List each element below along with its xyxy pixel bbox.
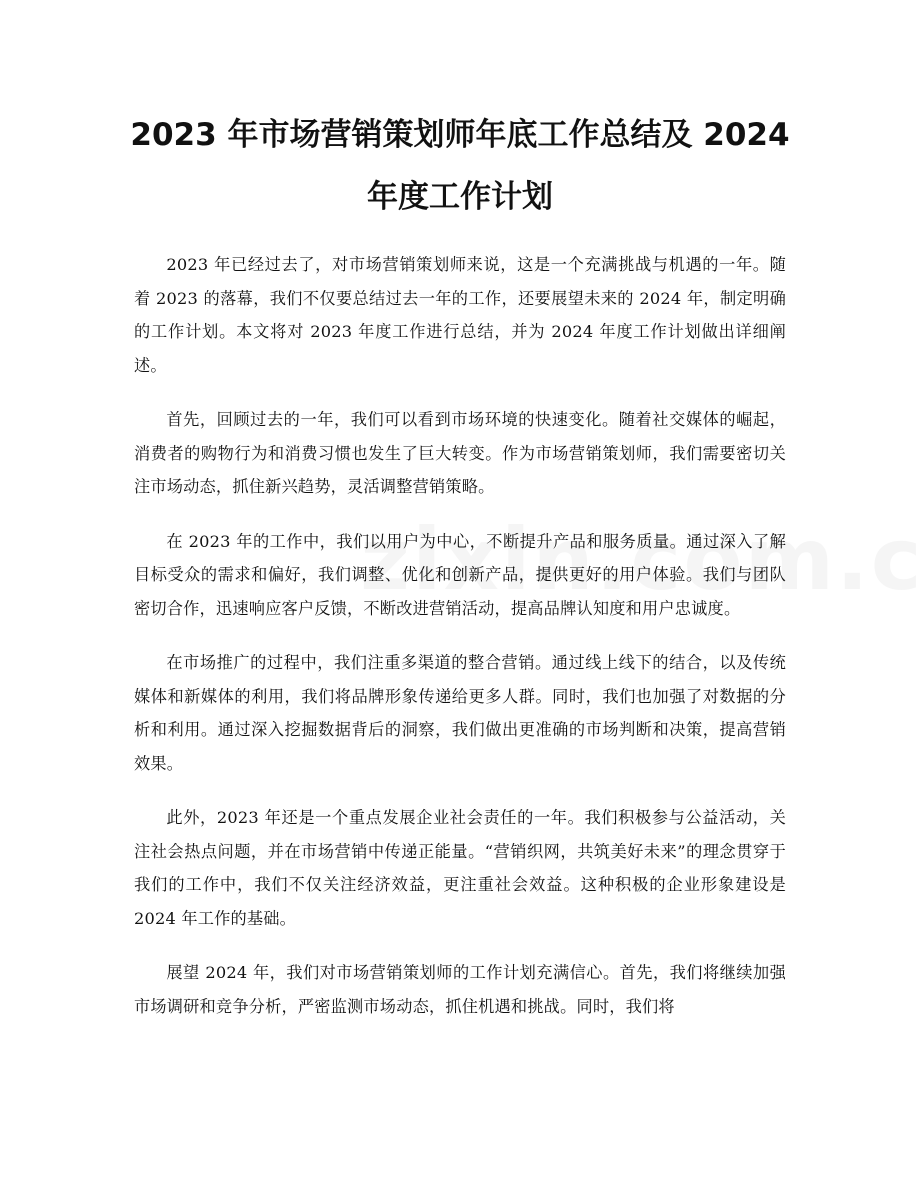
paragraph-user-centric: 在 2023 年的工作中，我们以用户为中心，不断提升产品和服务质量。通过深入了解目标受众的需求和偏好，我们调整、优化和创新产品，提供更好的用户体验。我们与团队密切合作，迅速响应客户反馈，不断改进营销活动，提高品牌认知度和用户忠诚度。	[134, 531, 786, 618]
document-body	[134, 248, 786, 1044]
paragraph-market-review: 首先，回顾过去的一年，我们可以看到市场环境的快速变化。随着社交媒体的崛起，消费者的购物行为和消费习惯也发生了巨大转变。作为市场营销策划师，我们需要密切关注市场动态，抓住新兴趋势，灵活调整营销策略。	[134, 410, 786, 496]
paragraph-social-responsibility: 此外，2023 年还是一个重点发展企业社会责任的一年。我们积极参与公益活动，关注社会热点问题，并在市场营销中传递正能量。“营销织网，共筑美好未来”的理念贯穿于我们的工作中，我们不仅关注经济效益，更注重社会效益。这种积极的企业形象建设是 2024 年工作的基础。	[134, 808, 786, 928]
paragraph-2024-outlook: 展望 2024 年，我们对市场营销策划师的工作计划充满信心。首先，我们将继续加强市场调研和竞争分析，严密监测市场动态，抓住机遇和挑战。同时，我们将	[134, 963, 786, 1016]
document-title: 2023 年市场营销策划师年底工作总结及 2024 年度工作计划	[130, 117, 790, 215]
paragraph-intro: 2023 年已经过去了，对市场营销策划师来说，这是一个充满挑战与机遇的一年。随着 2023 的落幕，我们不仅要总结过去一年的工作，还要展望未来的 2024 年，制定明确的工作计划。本文将对 2023 年度工作进行总结，并为 2024 年度工作计划做出详细阐述。	[134, 255, 786, 375]
paragraph-integrated-marketing: 在市场推广的过程中，我们注重多渠道的整合营销。通过线上线下的结合，以及传统媒体和新媒体的利用，我们将品牌形象传递给更多人群。同时，我们也加强了对数据的分析和利用。通过深入挖掘数据背后的洞察，我们做出更准确的市场判断和决策，提高营销效果。	[134, 653, 786, 773]
